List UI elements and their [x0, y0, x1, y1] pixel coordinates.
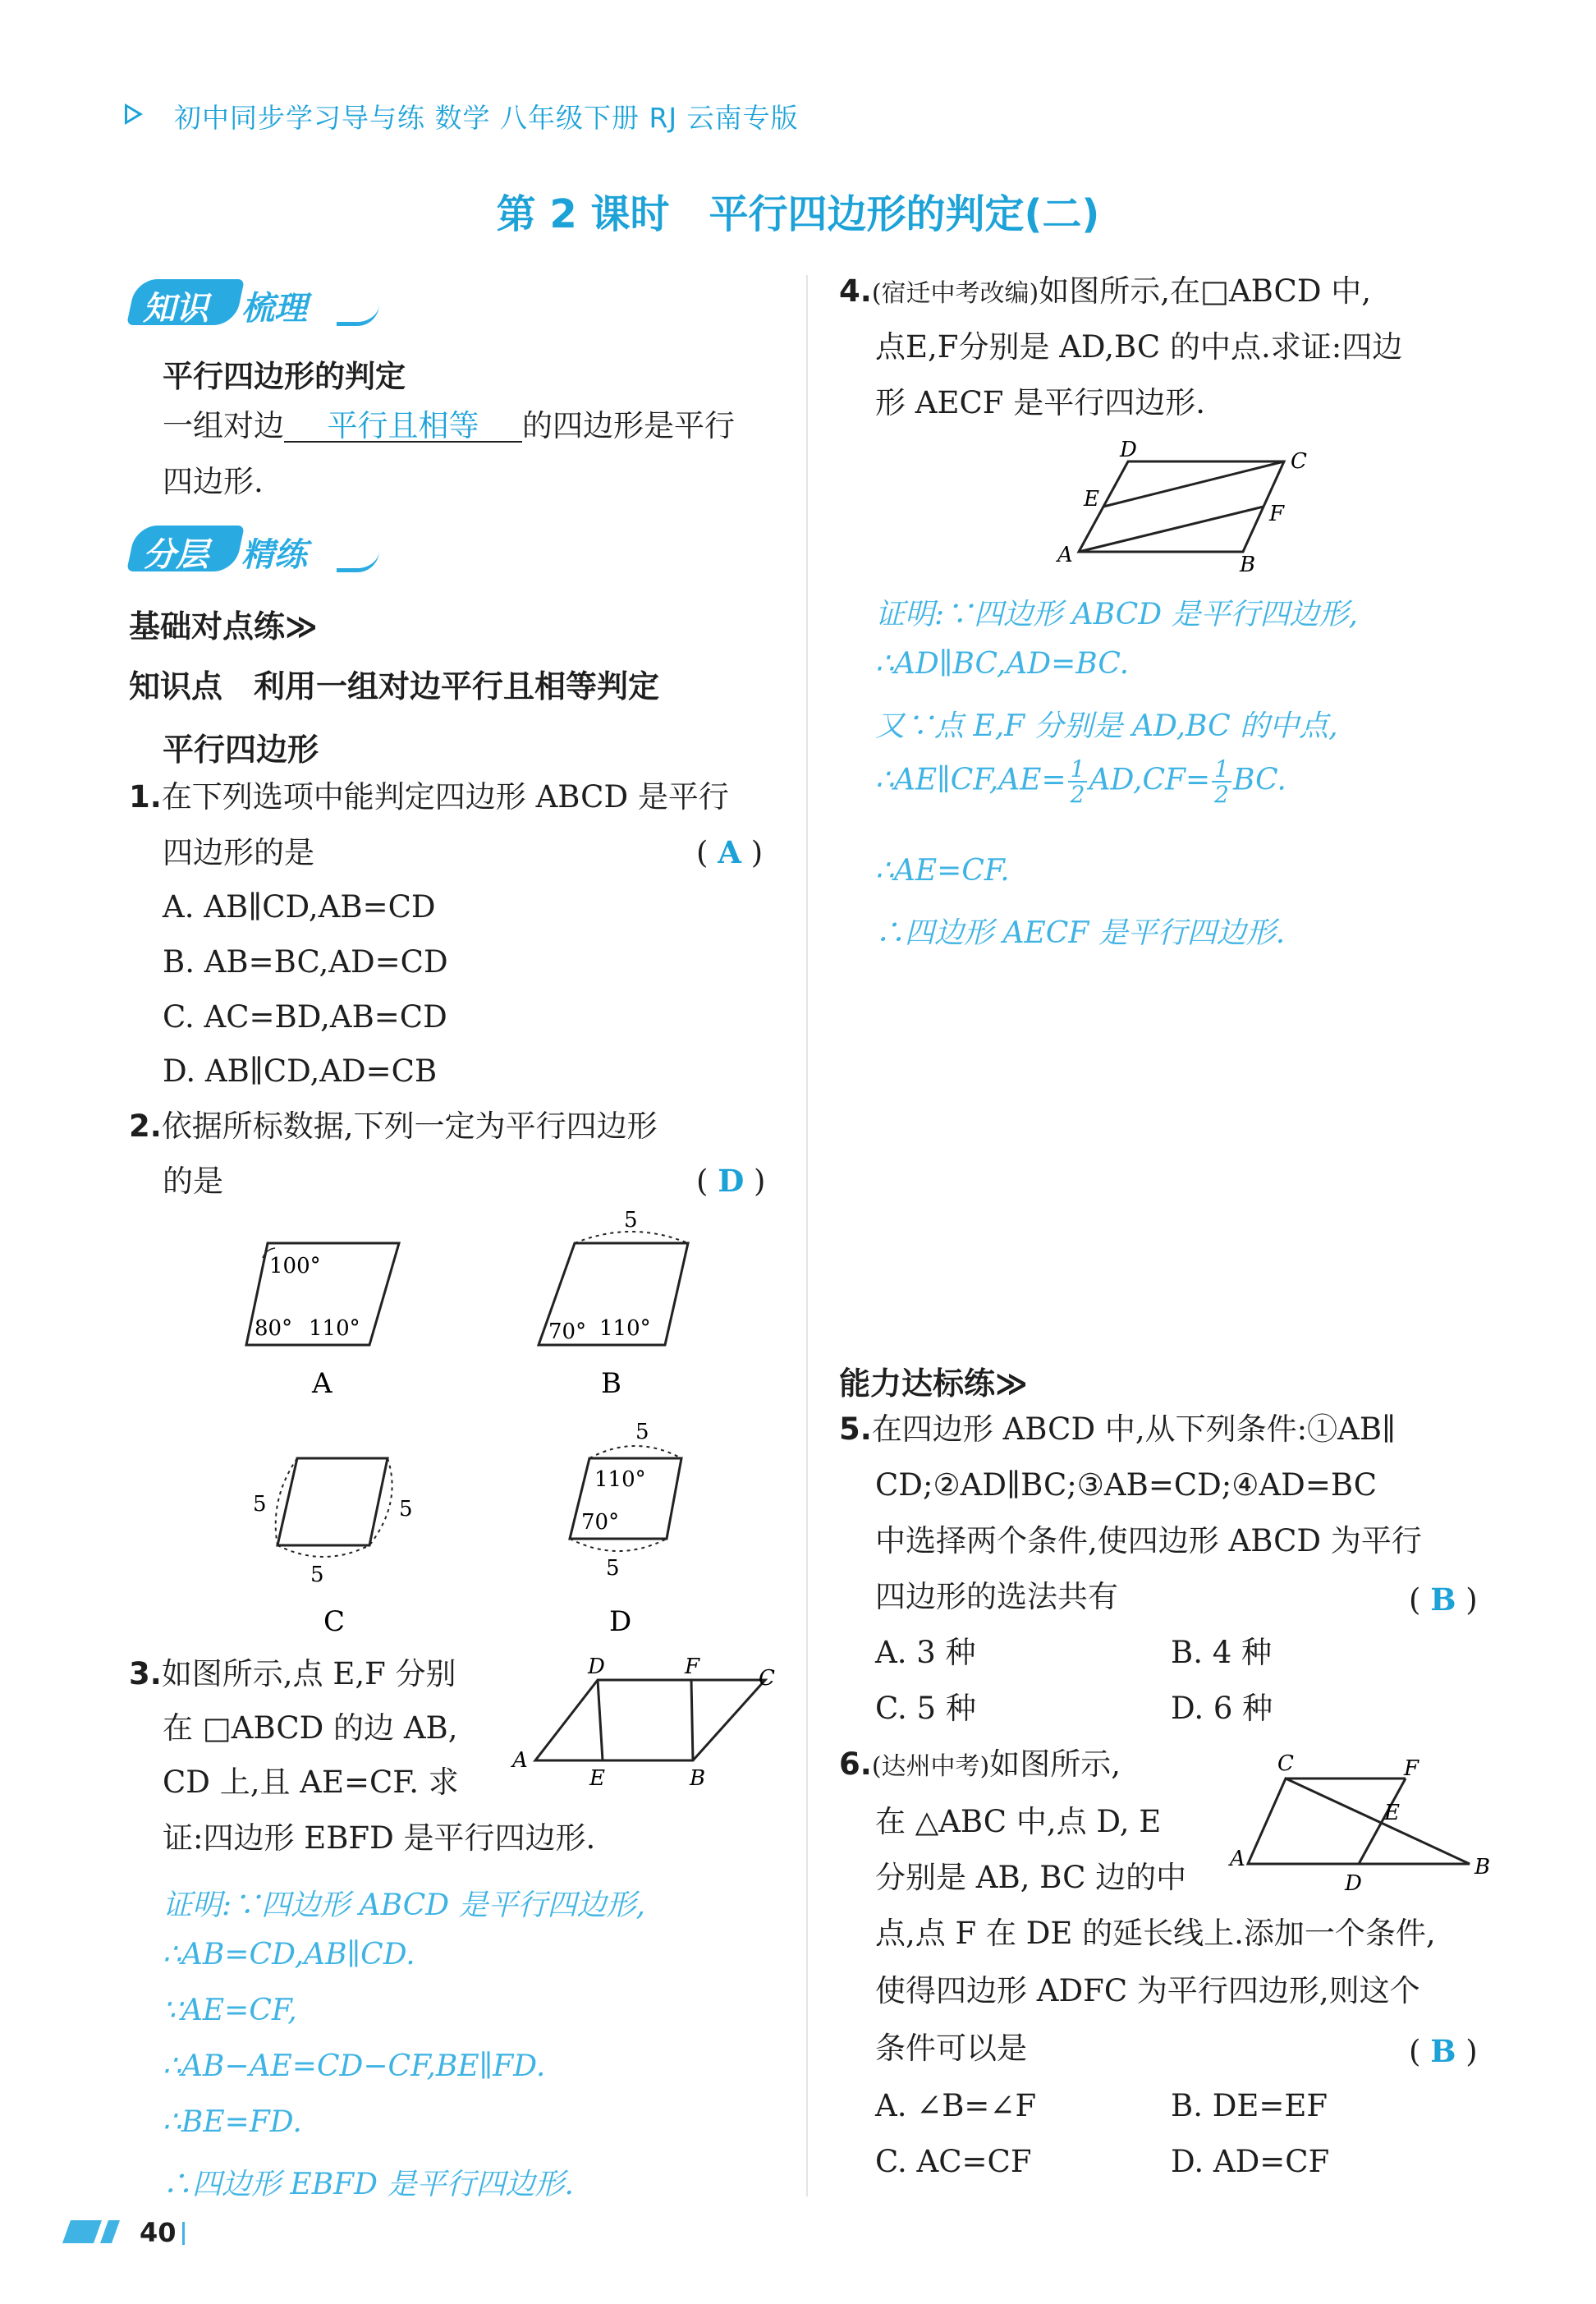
q2-d-angle1: 110°	[594, 1467, 646, 1492]
q1-option-a: A. AB∥CD,AB=CD	[163, 889, 436, 925]
q3-fig-d: D	[588, 1655, 605, 1679]
q6-fig-c: C	[1277, 1751, 1294, 1776]
page-title: 第 2 课时 平行四边形的判定(二)	[496, 191, 1100, 237]
q3-text1: 如图所示,点 E,F 分别	[161, 1656, 456, 1691]
q6-option-b: B. DE=EF	[1171, 2088, 1328, 2123]
q3-fig-c: C	[759, 1666, 775, 1691]
q2-a-angle2: 80°	[255, 1316, 293, 1341]
q3-fig-f: F	[685, 1655, 700, 1679]
basic-heading: 基础对点练≫	[129, 608, 318, 645]
q5-line3: 中选择两个条件,使四边形 ABCD 为平行	[875, 1523, 1422, 1558]
q3-line2: 在 □ABCD 的边 AB,	[163, 1710, 458, 1746]
q4-fig-a: A	[1057, 543, 1073, 567]
q4-line3: 形 AECF 是平行四边形.	[875, 385, 1205, 420]
q2-number: 2.	[129, 1108, 162, 1144]
knowledge-pre: 一组对边	[163, 408, 284, 443]
q4-frac1-n: 1	[1068, 757, 1088, 783]
q4-solution-1: 证明:∵四边形 ABCD 是平行四边形,	[875, 598, 1358, 631]
q6-number: 6.	[839, 1746, 872, 1782]
knowledge-tag-b: 梳理	[241, 290, 307, 328]
q1-number: 1.	[129, 779, 162, 815]
practice-tag-b: 精练	[241, 536, 307, 574]
page-number-divider	[182, 2222, 185, 2245]
knowledge-point-line2: 平行四边形	[163, 732, 319, 768]
q4-sol4-c: BC.	[1233, 763, 1286, 797]
q4-source: (宿迁中考改编)	[871, 279, 1039, 308]
q3-line1	[129, 1656, 456, 1691]
q4-solution-4	[875, 757, 1286, 807]
q4-frac1-d: 2	[1070, 781, 1085, 809]
advanced-heading: 能力达标练≫	[839, 1365, 1028, 1402]
q2-text1: 依据所标数据,下列一定为平行四边形	[161, 1108, 658, 1144]
q6-line2: 在 △ABC 中,点 D, E	[875, 1804, 1162, 1839]
q3-solution-1: 证明:∵四边形 ABCD 是平行四边形,	[163, 1889, 645, 1922]
q2-a-angle3: 110°	[309, 1316, 360, 1341]
q6-answer: B	[1430, 2033, 1456, 2069]
page-number: 40	[140, 2217, 177, 2248]
q4-frac2-n: 1	[1212, 757, 1231, 783]
q2-c-right: 5	[399, 1497, 413, 1521]
q3-fig-e: E	[589, 1766, 605, 1791]
q5-answer-bracket: ( B )	[1409, 1581, 1478, 1618]
q2-figure-d	[542, 1412, 739, 1650]
q4-line2: 点E,F分别是 AD,BC 的中点.求证:四边	[875, 329, 1403, 365]
q5-option-a: A. 3 种	[875, 1635, 976, 1670]
q2-b-top: 5	[624, 1208, 638, 1232]
q5-text1: 在四边形 ABCD 中,从下列条件:①AB∥	[871, 1411, 1396, 1447]
q1-answer: A	[718, 834, 741, 870]
q5-line2: CD;②AD∥BC;③AB=CD;④AD=BC	[875, 1467, 1378, 1503]
q6-figure	[1223, 1741, 1502, 1905]
practice-tag	[131, 526, 394, 574]
book-header: 初中同步学习导与练 数学 八年级下册 RJ 云南专版	[174, 102, 799, 134]
q4-solution-3: 又∵点 E,F 分别是 AD,BC 的中点,	[875, 709, 1338, 743]
knowledge-line2: 四边形.	[163, 464, 264, 499]
q1-line1	[129, 779, 729, 815]
q4-fig-b: B	[1240, 553, 1256, 575]
q3-solution-2: ∴AB=CD,AB∥CD.	[163, 1938, 415, 1971]
q6-answer-bracket: ( B )	[1409, 2033, 1478, 2069]
q2-a-label: A	[312, 1367, 332, 1400]
q2-d-bottom: 5	[606, 1556, 620, 1581]
knowledge-point-line1: 知识点 利用一组对边平行且相等判定	[129, 668, 660, 705]
q3-solution-3: ∵AE=CF,	[163, 1994, 297, 2027]
q6-option-a: A. ∠B=∠F	[875, 2088, 1037, 2123]
page-mark-icon	[62, 2220, 120, 2243]
q1-option-d: D. AB∥CD,AD=CB	[163, 1053, 438, 1089]
q1-text1: 在下列选项中能判定四边形 ABCD 是平行	[161, 779, 729, 815]
q6-line6: 条件可以是	[875, 2031, 1027, 2066]
q3-fig-a: A	[512, 1748, 528, 1773]
q2-figure-b	[525, 1207, 722, 1412]
q6-text1: 如图所示,	[989, 1746, 1121, 1782]
knowledge-post: 的四边形是平行	[522, 408, 735, 443]
q5-number: 5.	[839, 1411, 872, 1447]
q2-a-angle1: 100°	[269, 1254, 321, 1278]
q4-fig-e: E	[1084, 487, 1099, 512]
q4-figure	[1051, 435, 1330, 575]
q1-answer-bracket	[696, 834, 764, 870]
q3-line4: 证:四边形 EBFD 是平行四边形.	[163, 1820, 596, 1856]
q6-source: (达州中考)	[871, 1752, 990, 1781]
q3-line3: CD 上,且 AE=CF. 求	[163, 1765, 459, 1800]
q2-b-label: B	[601, 1367, 621, 1400]
q6-fig-b: B	[1474, 1855, 1491, 1879]
q4-frac-1	[1068, 757, 1088, 807]
q2-answer-bracket: ( D )	[696, 1163, 766, 1199]
q2-d-label: D	[609, 1605, 632, 1638]
q6-fig-d: D	[1345, 1871, 1362, 1896]
q2-line2: 的是	[163, 1163, 223, 1199]
q4-line1	[839, 273, 1372, 309]
q6-option-d: D. AD=CF	[1171, 2144, 1330, 2179]
knowledge-tag-a: 知识	[143, 290, 209, 328]
q2-line1	[129, 1108, 658, 1144]
header-arrow-icon	[125, 103, 143, 125]
q2-b-angle1: 70°	[548, 1320, 587, 1344]
knowledge-blank: 平行且相等	[284, 411, 522, 443]
column-divider	[806, 275, 808, 2196]
q2-d-top: 5	[635, 1420, 649, 1444]
q2-d-angle2: 70°	[581, 1510, 620, 1535]
q5-option-c: C. 5 种	[875, 1691, 976, 1726]
q2-b-angle2: 110°	[599, 1316, 651, 1341]
q1-option-b: B. AB=BC,AD=CD	[163, 944, 448, 980]
q4-fig-f: F	[1269, 502, 1285, 526]
knowledge-tag	[131, 279, 394, 328]
q2-c-left: 5	[253, 1492, 267, 1517]
q5-line1	[839, 1411, 1396, 1447]
q4-number: 4.	[839, 273, 872, 309]
q6-fig-a: A	[1230, 1847, 1245, 1871]
q3-solution-4: ∴AB−AE=CD−CF,BE∥FD.	[163, 2049, 546, 2083]
q4-solution-6: ∴四边形 AECF 是平行四边形.	[875, 916, 1286, 950]
q1-line2: 四边形的是	[163, 835, 314, 870]
q3-solution-5: ∴BE=FD.	[163, 2105, 302, 2139]
q5-answer: B	[1430, 1581, 1456, 1618]
q6-line3: 分别是 AB, BC 边的中	[875, 1860, 1187, 1895]
q4-sol4-a: ∴AE∥CF,AE=	[875, 763, 1066, 797]
q6-option-c: C. AC=CF	[875, 2144, 1032, 2179]
q5-option-b: B. 4 种	[1171, 1635, 1273, 1670]
q2-c-bottom: 5	[310, 1563, 324, 1587]
q2-figure-c	[238, 1429, 435, 1650]
knowledge-heading: 平行四边形的判定	[163, 359, 406, 394]
q3-solution-6: ∴四边形 EBFD 是平行四边形.	[163, 2168, 574, 2201]
q6-line1	[839, 1746, 1121, 1782]
q3-figure	[506, 1650, 785, 1798]
q3-number: 3.	[129, 1656, 162, 1691]
q1-option-c: C. AC=BD,AB=CD	[163, 999, 447, 1035]
q6-fig-e: E	[1384, 1801, 1400, 1825]
q4-solution-2: ∴AD∥BC,AD=BC.	[875, 647, 1130, 681]
q4-frac-2	[1212, 757, 1231, 807]
q4-text1: 如图所示,在□ABCD 中,	[1039, 273, 1372, 309]
q5-option-d: D. 6 种	[1171, 1691, 1273, 1726]
q4-sol4-b: AD,CF=	[1089, 763, 1211, 797]
q6-fig-f: F	[1404, 1756, 1419, 1781]
q2-figure-a	[230, 1207, 427, 1412]
q6-line5: 使得四边形 ADFC 为平行四边形,则这个	[875, 1973, 1420, 2008]
q4-frac2-d: 2	[1214, 781, 1229, 809]
q4-fig-c: C	[1291, 449, 1307, 474]
practice-tag-a: 分层	[143, 536, 209, 574]
q4-fig-d: D	[1120, 438, 1137, 462]
q6-line4: 点,点 F 在 DE 的延长线上.添加一个条件,	[875, 1916, 1436, 1951]
q2-c-label: C	[323, 1605, 346, 1638]
q1-bracket-r: )	[750, 835, 764, 870]
q3-fig-b: B	[690, 1766, 706, 1791]
q4-solution-5: ∴AE=CF.	[875, 854, 1010, 888]
q1-bracket-l: (	[696, 835, 709, 870]
knowledge-line1	[163, 408, 735, 443]
q5-line4: 四边形的选法共有	[875, 1579, 1118, 1614]
q2-answer: D	[718, 1163, 745, 1199]
